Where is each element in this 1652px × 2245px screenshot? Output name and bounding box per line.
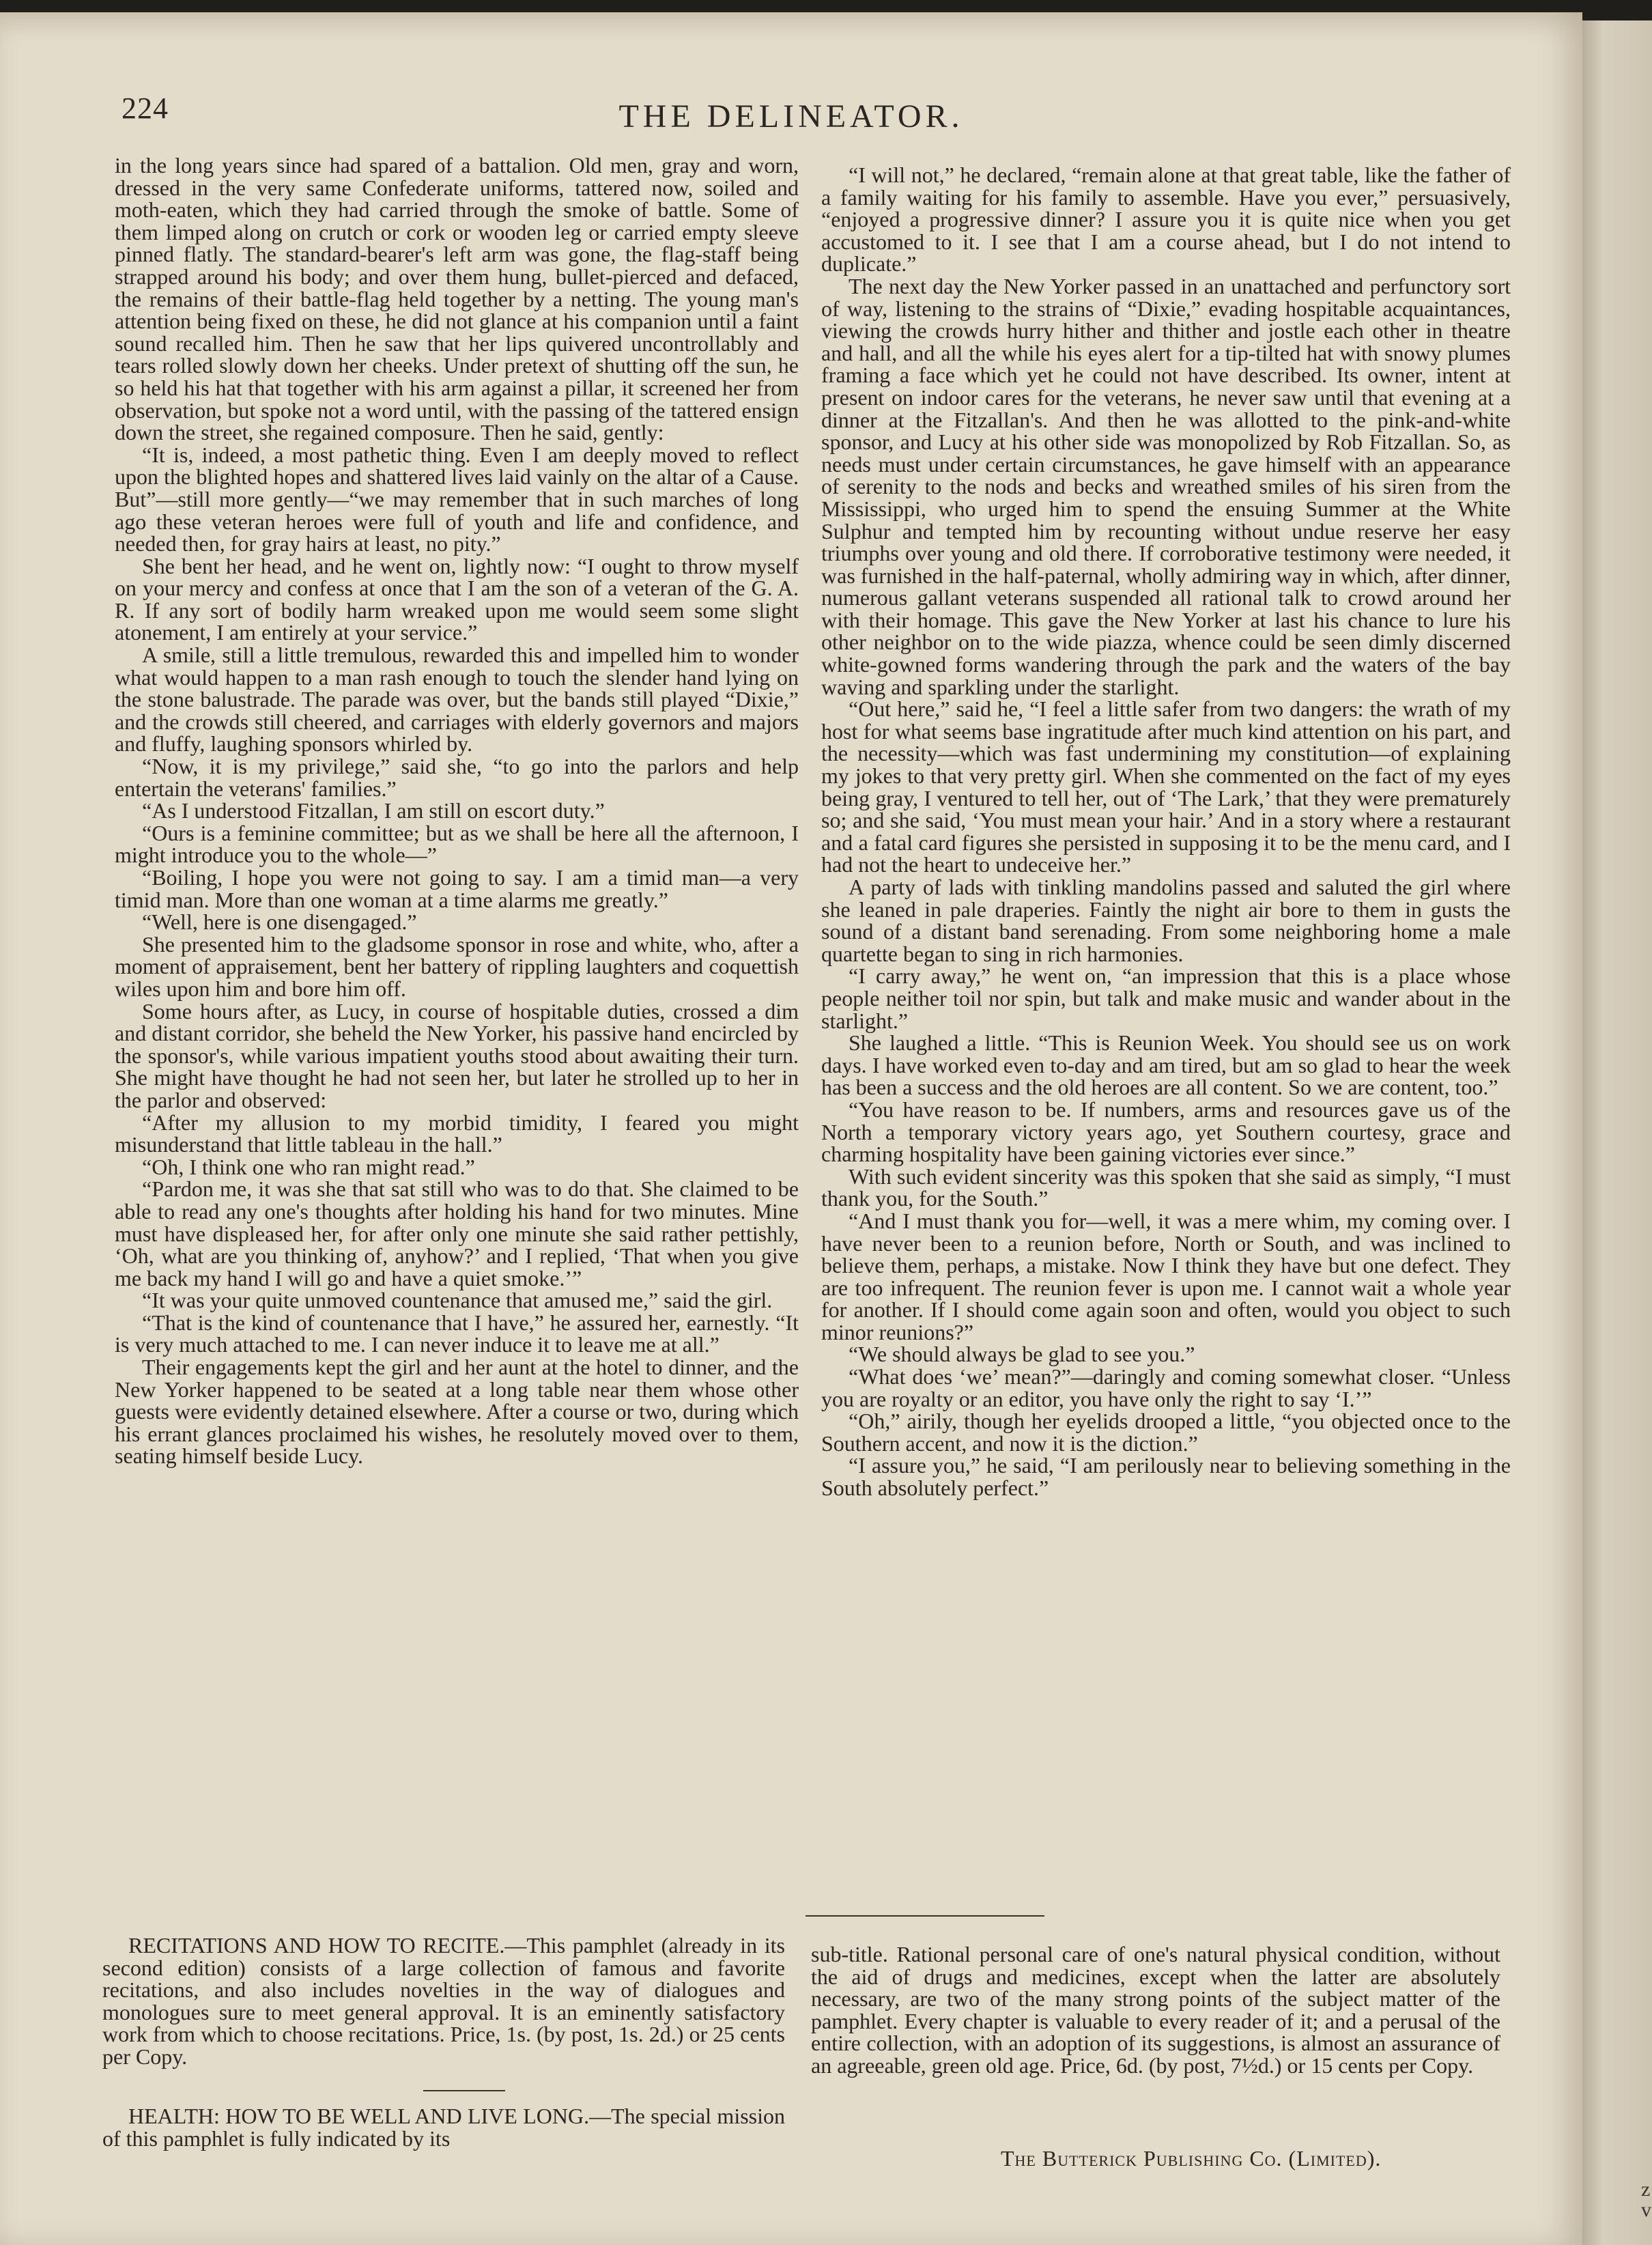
paragraph: “Oh,” airily, though her eyelids drooped a little, “you objected once to the Southern accent, and now it is the diction.” (821, 1409, 1511, 1456)
story-column-left (115, 154, 799, 1467)
facing-page-fragment: v (1641, 2199, 1651, 2221)
paragraph: The next day the New Yorker passed in an unattached and perfunctory sort of way, listening to the strains of “Dixie,” evading hospitable acquaintances, viewing the crowds hurry hither and thither and jostle each other in theatre and hall, and all the while his eyes alert for a tip-tilted hat with snowy plumes framing a face which yet he could not have described. Its owner, intent at present on indoor cares for the veterans, he never saw until that evening at a dinner at the Fitzallan's. And then he was allotted to the pink-and-white sponsor, and Lucy at his other side was monopolized by Rob Fitzallan. So, as needs must under certain circumstances, he gave himself with an appearance of serenity to the nods and becks and wreathed smiles of his siren from the Mississippi, who urged him to spend the ensuing Summer at the White Sulphur and tempted him by recounting without undue reserve her easy triumphs over young and old there. If corroborative testimony were needed, it was furnished in the half-paternal, wholly admiring way in which, after dinner, numerous gallant veterans suspended all rational talk to crowd around her with their homage. This gave the New Yorker at last his chance to lure his other neighbor on to the wide piazza, whence could be seen dimly discerned white-gowned forms wandering through the park and the waters of the bay waving and sparkling under the starlight. (821, 273, 1511, 699)
ad-text: HEALTH: HOW TO BE WELL AND LIVE LONG.—The special mission of this pamphlet is fully indicated by its (102, 2104, 785, 2151)
paragraph: “Oh, I think one who ran might read.” (142, 1154, 475, 1179)
ad-text: RECITATIONS AND HOW TO RECITE.—This pamphlet (already in its second edition) consists of a large collection of famous and favorite recitations, and also includes novelties in the way of dialogues and monologues sure to meet general approval. It is an eminently satisfactory work from which to choose recitations. Price, 1s. (by post, 1s. 2d.) or 25 cents per Copy. (102, 1933, 785, 2069)
paragraph: “Out here,” said he, “I feel a little safer from two dangers: the wrath of my host for what seems base ingratitude after much kind attention on his part, and the necessity—which was fast undermining my constitution—of explaining my jokes to that very pretty girl. When she commented on the fact of my eyes being gray, I ventured to tell her, out of ‘The Lark,’ that they were prematurely so; and she said, ‘You must mean your hair.’ And in a story where a restaurant and a fatal card figures she persisted in supposing it to be the menu card, and I had not the heart to undeceive her.” (821, 696, 1511, 877)
paragraph: “After my allusion to my morbid timidity, I feared you might misunderstand that little tableau in the hall.” (115, 1110, 799, 1157)
paragraph: “I carry away,” he went on, “an impression that this is a place whose people neither toil nor spin, but talk and make music and wander about in the starlight.” (821, 963, 1511, 1033)
paragraph: With such evident sincerity was this spoken that she said as simply, “I must thank you, for the South.” (821, 1163, 1511, 1211)
paragraph: “Pardon me, it was she that sat still who was to do that. She claimed to be able to read any one's thoughts after holding his hand for two minutes. Mine must have displeased her, for after only one minute she said rather pettishly, ‘Oh, what are you thinking of, anyhow?’ and I replied, ‘That when you give me back my hand I will go and have a quiet smoke.’” (115, 1176, 799, 1290)
section-divider (806, 1915, 1044, 1917)
paragraph: A smile, still a little tremulous, rewarded this and impelled him to wonder what would happen to a man rash enough to touch the slender hand lying on the stone balustrade. The parade was over, but the bands still played “Dixie,” and the crowds still cheered, and carriages with elderly governors and majors and fluffy, laughing sponsors whirled by. (115, 643, 799, 757)
publisher-credit: The Butterick Publishing Co. (Limited). (1001, 2146, 1382, 2171)
paragraph: “I assure you,” he said, “I am perilously near to believing something in the South absolutely perfect.” (821, 1453, 1511, 1501)
paragraph: She bent her head, and he went on, lightly now: “I ought to throw myself on your mercy and confess at once that I am the son of a veteran of the G. A. R. If any sort of bodily harm wreaked upon me would seem some slight atonement, I am entirely at your service.” (115, 553, 799, 645)
paragraph: “You have reason to be. If numbers, arms and resources gave us of the North a temporary victory years ago, yet Southern courtesy, grace and charming hospitality have been gaining victories ever since.” (821, 1097, 1511, 1167)
paragraph: She laughed a little. “This is Reunion Week. You should see us on work days. I have worked even to-day and am tired, but am so glad to hear the week has been a success and the old heroes are all content. So we are content, too.” (821, 1030, 1511, 1100)
paragraph: “We should always be glad to see you.” (849, 1342, 1195, 1367)
paragraph: in the long years since had spared of a battalion. Old men, gray and worn, dressed in the very same Confederate uniforms, tattered now, soiled and moth-eaten, which they had carried through the smoke of battle. Some of them limped along on crutch or cork or wooden leg or carried empty sleeve pinned flatly. The standard-bearer's left arm was gone, the flag-staff being strapped around his body; and over them hung, bullet-pierced and defaced, the remains of their battle-flag held together by a netting. The young man's attention being fixed on these, he did not glance at his companion until a faint sound recalled him. Then he saw that her lips quivered uncontrollably and tears rolled slowly down her cheeks. Under pretext of shutting off the sun, he so held his hat that together with his arm against a pillar, it screened her from observation, but spoke not a word until, with the passing of the tattered ensign down the street, she regained composure. Then he said, gently: (115, 153, 799, 445)
paragraph: “It was your quite unmoved countenance that amused me,” said the girl. (142, 1288, 773, 1313)
magazine-page (0, 12, 1582, 2245)
facing-page-edge (1582, 20, 1652, 2245)
advertisement-health (102, 2105, 785, 2149)
story-column-right (821, 164, 1511, 1499)
paragraph: She presented him to the gladsome sponsor in rose and white, who, after a moment of appraisement, bent her battery of rippling laughters and coquettish wiles upon him and bore him off. (115, 931, 799, 1001)
paragraph: “That is the kind of countenance that I have,” he assured her, earnestly. “It is very much attached to me. I can never induce it to leave me at all.” (115, 1310, 799, 1357)
paragraph: “And I must thank you for—well, it was a mere whim, my coming over. I have never been to a reunion before, North or South, and was inclined to believe them, perhaps, a mistake. Now I think they have but one defect. They are too infrequent. The reunion fever is upon me. I cannot wait a whole year for another. If I should come again soon and often, would you object to such minor reunions?” (821, 1208, 1511, 1344)
paragraph: A party of lads with tinkling mandolins passed and saluted the girl where she leaned in pale draperies. Faintly the night air bore to them in gusts the sound of a distant band serenading. From some neighboring home a male quartette began to sing in rich harmonies. (821, 875, 1511, 966)
advertisement-recitations (102, 1934, 785, 2067)
paragraph: “It is, indeed, a most pathetic thing. Even I am deeply moved to reflect upon the blighted hopes and shattered lives laid vainly on the altar of a Cause. But”—still more gently—“we may remember that in such marches of long ago these veteran heroes were full of youth and life and confidence, and needed then, for gray hairs at least, no pity.” (115, 442, 799, 556)
paragraph: “Boiling, I hope you were not going to say. I am a timid man—a very timid man. More than one woman at a time alarms me greatly.” (115, 865, 799, 912)
paragraph: “Well, here is one disengaged.” (142, 909, 417, 935)
paragraph: “As I understood Fitzallan, I am still on escort duty.” (142, 798, 605, 823)
paragraph: “Now, it is my privilege,” said she, “to go into the parlors and help entertain the veterans' families.” (115, 754, 799, 801)
facing-page-fragment: z (1641, 2178, 1651, 2201)
ad-divider (423, 2090, 505, 2091)
paragraph: Their engagements kept the girl and her aunt at the hotel to dinner, and the New Yorker happened to be seated at a long table near them whose other guests were evidently detained elsewhere. After a course or two, during which his errant glances proclaimed his wishes, he resolutely moved over to them, seating himself beside Lucy. (115, 1355, 799, 1469)
paragraph: “What does ‘we’ mean?”—daringly and coming somewhat closer. “Unless you are royalty or an editor, you have only the right to say ‘I.’” (821, 1364, 1511, 1411)
paragraph: “Ours is a feminine committee; but as we shall be here all the afternoon, I might introduce you to the whole—” (115, 820, 799, 868)
advertisement-health-continued (811, 1943, 1500, 2076)
paragraph: “I will not,” he declared, “remain alone at that great table, like the father of a family waiting for his family to assemble. Have you ever,” persuasively, “enjoyed a progressive dinner? I assure you it is quite nice when you get accustomed to it. I see that I am a course ahead, but I do not intend to duplicate.” (821, 163, 1511, 277)
ad-text: sub-title. Rational personal care of one's natural physical condition, without the aid of drugs and medicines, except when the latter are absolutely necessary, are two of the many strong points of the subject matter of the pamphlet. Every chapter is valuable to every reader of it; and a perusal of the entire collection, with an adoption of its suggestions, is almost an assurance of an agreeable, green old age. Price, 6d. (by post, 7½d.) or 15 cents per Copy. (811, 1942, 1500, 2078)
paragraph: Some hours after, as Lucy, in course of hospitable duties, crossed a dim and distant corridor, she beheld the New Yorker, his passive hand encircled by the sponsor's, while various impatient youths stood about awaiting their turn. She might have thought he had not seen her, but later he strolled up to her in the parlor and observed: (115, 998, 799, 1112)
page-title: THE DELINEATOR. (618, 98, 964, 135)
page-number: 224 (122, 91, 169, 125)
